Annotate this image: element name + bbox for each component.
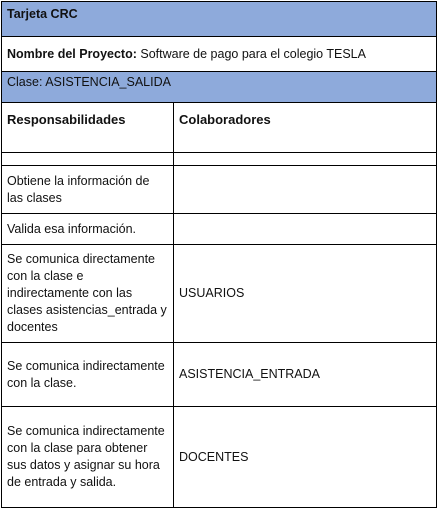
- class-label: Clase: ASISTENCIA_SALIDA: [2, 72, 437, 103]
- crc-card-table: [1, 1, 437, 508]
- spacer-row: [2, 153, 437, 166]
- responsibility-cell: Valida esa información.: [2, 214, 174, 245]
- project-label: Nombre del Proyecto:: [7, 46, 137, 61]
- collaborator-cell: [174, 166, 437, 214]
- collaborator-cell: DOCENTES: [174, 407, 437, 508]
- project-cell: [2, 37, 437, 72]
- responsibility-cell: Obtiene la información de las clases: [2, 166, 174, 214]
- responsibility-cell: Se comunica indirectamente con la clase.: [2, 343, 174, 407]
- project-value: Software de pago para el colegio TESLA: [136, 46, 366, 61]
- column-header-row: [2, 103, 437, 153]
- table-row: [2, 214, 437, 245]
- table-row: [2, 166, 437, 214]
- card-title: Tarjeta CRC: [2, 2, 437, 37]
- table-row: [2, 407, 437, 508]
- responsibility-cell: Se comunica directamente con la clase e indirectamente con las clases asistencias_entrada y docentes: [2, 245, 174, 343]
- project-row: [2, 37, 437, 72]
- table-row: [2, 343, 437, 407]
- card-title-row: [2, 2, 437, 37]
- collaborator-cell: ASISTENCIA_ENTRADA: [174, 343, 437, 407]
- header-responsibilities: Responsabilidades: [2, 103, 174, 153]
- collaborator-cell: USUARIOS: [174, 245, 437, 343]
- spacer-cell: [2, 153, 174, 166]
- table-row: [2, 245, 437, 343]
- responsibility-cell: Se comunica indirectamente con la clase para obtener sus datos y asignar su hora de entrada y salida.: [2, 407, 174, 508]
- header-collaborators: Colaboradores: [174, 103, 437, 153]
- class-row: [2, 72, 437, 103]
- collaborator-cell: [174, 214, 437, 245]
- spacer-cell: [174, 153, 437, 166]
